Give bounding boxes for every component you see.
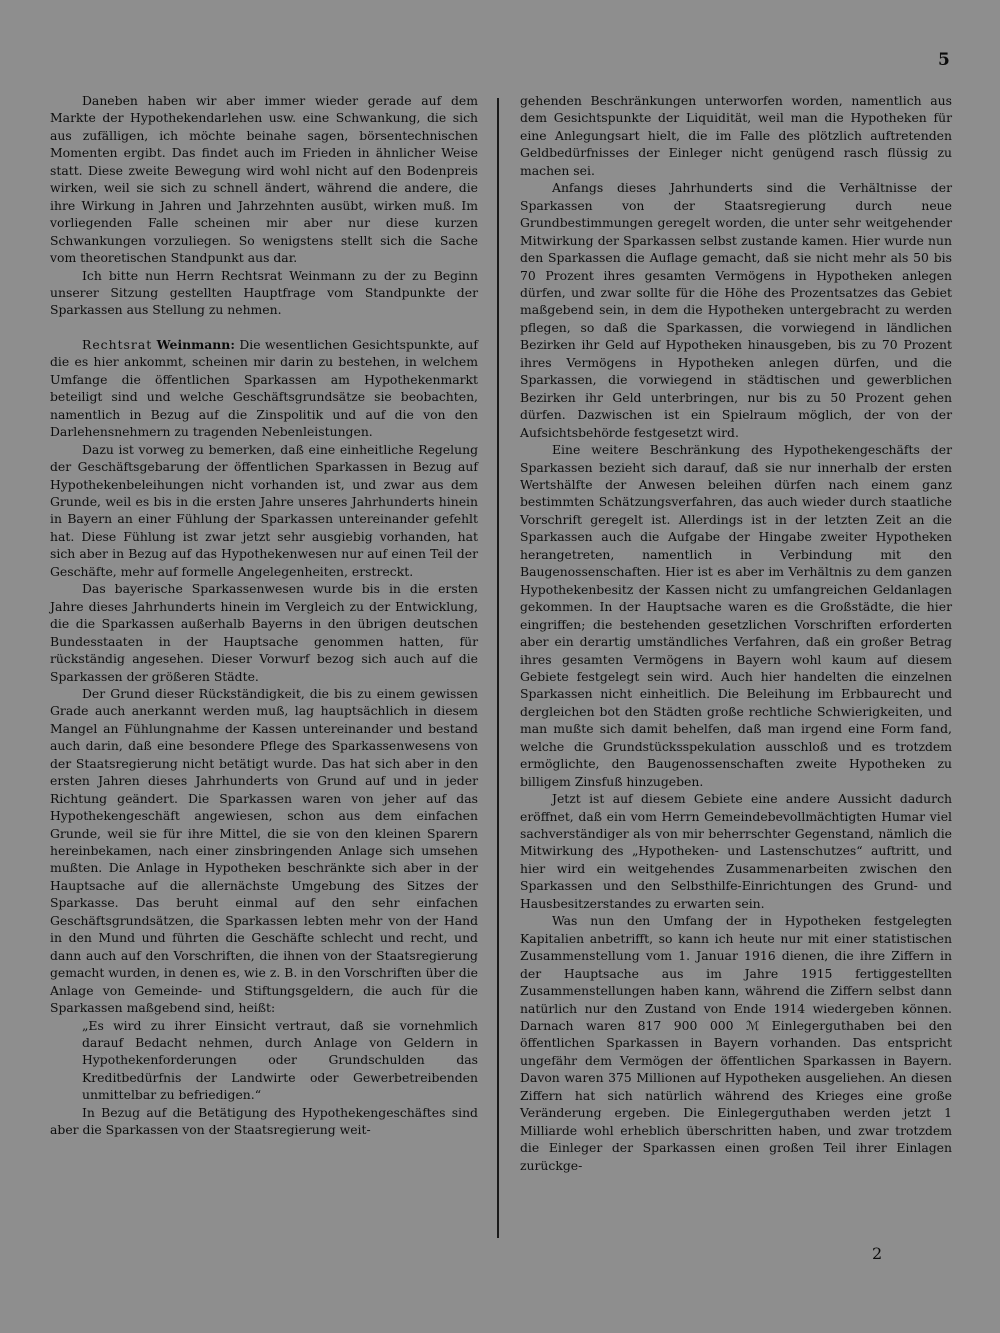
column-divider — [497, 98, 499, 1238]
paragraph: Jetzt ist auf diesem Gebiete eine andere Aussicht dadurch eröffnet, daß ein vom Herrn Gemeindebevollmächtigten Humar viel sachverständiger als von mir beherrschter Gegenstand, nämlich die Mitwirkung des „Hypotheken- und Lastenschutzes“ auftritt, und hier wird ein weitgehendes Zusammenarbeiten zwischen den Sparkassen und den Selbsthilfe-Einrichtungen des Grund- und Hausbesitzerstandes zu erwarten sein. — [520, 791, 952, 911]
left-column — [50, 92, 478, 1139]
signature-mark: 2 — [872, 1244, 883, 1263]
speaker-paragraph — [50, 336, 478, 441]
block-quote: „Es wird zu ihrer Einsicht vertraut, daß sie vornehmlich darauf Bedacht nehmen, durch Anlage von Geldern in Hypothekenforderungen oder Grundschulden das Kreditbedürfnis der Landwirte oder Gewerbetreibenden unmittelbar zu befriedigen.“ — [82, 1017, 478, 1103]
speaker-title: Rechtsrat — [82, 336, 153, 352]
paragraph: Eine weitere Beschränkung des Hypothekengeschäfts der Sparkassen bezieht sich darauf, daß sie nur innerhalb der ersten Wertshälfte der Anwesen beleihen dürfen nach einem ganz bestimmten Schätzungsverfahren, das auch wieder durch staatliche Vorschrift geregelt ist. Allerdings ist in der letzten Zeit an die Sparkassen auch die Aufgabe der Hingabe zweiter Hypotheken herangetreten, namentlich in Verbindung mit den Baugenossenschaften. Hier ist es aber im Verhältnis zu dem ganzen Hypothekenbesitz der Kassen nicht zu umfangreichen Geldanlagen gekommen. In der Hauptsache waren es die Großstädte, die hier eingriffen; die bestehenden gesetzlichen Vorschriften erforderten aber ein derartig umständliches Verfahren, daß ein großer Betrag ihres gesamten Vermögens in Bayern wohl kaum auf diesem Gebiete festgelegt sein wird. Auch hier handelten die einzelnen Sparkassen nicht einheitlich. Die Beleihung im Erbbaurecht und dergleichen bot den Städten große rechtliche Schwierigkeiten, und man mußte sich damit behelfen, daß man irgend eine Form fand, welche die Grundstücksspekulation ausschloß und es trotzdem ermöglichte, den Baugenossenschaften zweite Hypotheken zu billigem Zinsfuß hinzugeben. — [520, 442, 952, 789]
paragraph: Ich bitte nun Herrn Rechtsrat Weinmann zu der zu Beginn unserer Sitzung gestellten Hauptfrage vom Standpunkte der Sparkassen aus Stellung zu nehmen. — [50, 267, 478, 318]
paragraph: Das bayerische Sparkassenwesen wurde bis in die ersten Jahre dieses Jahrhunderts hinein im Vergleich zu der Entwicklung, die die Sparkassen außerhalb Bayerns in den übrigen deutschen Bundesstaaten in der Hauptsache genommen hatten, für rückständig angesehen. Dieser Vorwurf bezog sich auch auf die Sparkassen der größeren Städte. — [50, 581, 478, 684]
page-number: 5 — [938, 50, 950, 70]
paragraph: Dazu ist vorweg zu bemerken, daß eine einheitliche Regelung der Geschäftsgebarung der öffentlichen Sparkassen in Bezug auf Hypothekenbeleihungen nicht vorhanden ist, und zwar aus dem Grunde, weil es bis in die ersten Jahre unseres Jahrhunderts hinein in Bayern an einer Fühlung der Sparkassen untereinander gefehlt hat. Diese Fühlung ist zwar jetzt sehr ausgiebig vorhanden, hat sich aber in Bezug auf das Hypothekenwesen nur auf einen Teil der Geschäfte, mehr auf formelle Angelegenheiten, erstreckt. — [50, 441, 478, 579]
paragraph-text: Die wesentlichen Gesichtspunkte, auf die es hier ankommt, scheinen mir darin zu bestehen, in welchem Umfange die öffentlichen Sparkassen am Hypothekenmarkt beteiligt sind und welche Geschäftsgrundsätze sie beobachten, namentlich in Bezug auf die Zinspolitik und auf die von den Darlehensnehmern zu tragenden Nebenleistungen. — [50, 336, 478, 440]
paragraph: Der Grund dieser Rückständigkeit, die bis zu einem gewissen Grade auch anerkannt werden muß, lag hauptsächlich in diesem Mangel an Fühlungnahme der Kassen untereinander und bestand auch darin, daß eine besondere Pflege des Sparkassenwesens von der Staatsregierung nicht betätigt wurde. Das hat sich aber in den ersten Jahren dieses Jahrhunderts von Grund auf und in jeder Richtung geändert. Die Sparkassen waren von jeher auf das Hypothekengeschäft angewiesen, schon aus dem einfachen Grunde, weil sie für ihre Mittel, die sie von den kleinen Sparern hereinbekamen, nach einer zinsbringenden Anlage sich umsehen mußten. Die Anlage in Hypotheken beschränkte sich aber in der Hauptsache auf die allernächste Umgebung des Sitzes der Sparkasse. Das beruht einmal auf den sehr einfachen Geschäftsgrundsätzen, die Sparkassen lebten mehr von der Hand in den Mund und führten die Geschäfte schlecht und recht, und dann auch auf den Vorschriften, die ihnen von der Staatsregierung gemacht wurden, in denen es, wie z. B. in den Vorschriften über die Anlage von Gemeinde- und Stiftungsgeldern, die auch für die Sparkassen maßgebend sind, heißt: — [50, 685, 478, 1016]
paragraph: gehenden Beschränkungen unterworfen worden, namentlich aus dem Gesichtspunkte der Liquidität, weil man die Hypotheken für eine Anlegungsart hielt, die im Falle des plötzlich auftretenden Geldbedürfnisses der Einleger nicht genügend rasch flüssig zu machen sei. — [520, 93, 952, 178]
paragraph: In Bezug auf die Betätigung des Hypothekengeschäftes sind aber die Sparkassen von der Staatsregierung weit- — [50, 1104, 478, 1138]
paragraph: Was nun den Umfang der in Hypotheken festgelegten Kapitalien anbetrifft, so kann ich heute nur mit einer statistischen Zusammenstellung vom 1. Januar 1916 dienen, die ihre Ziffern in der Hauptsache aus im Jahre 1915 fertiggestellten Zusammenstellungen haben kann, während die Ziffern selbst dann natürlich nur den Zustand von Ende 1914 wiedergeben können. Darnach waren 817 900 000 ℳ Einlegerguthaben bei den öffentlichen Sparkassen in Bayern vorhanden. Das entspricht ungefähr dem Vermögen der öffentlichen Sparkassen in Bayern. Davon waren 375 Millionen auf Hypotheken ausgeliehen. An diesen Ziffern hat sich natürlich während des Krieges eine große Veränderung ergeben. Die Einlegerguthaben werden jetzt 1 Milliarde wohl erheblich überschritten haben, und zwar trotzdem die Einleger der Sparkassen einen großen Teil ihrer Einlagen zurückge- — [520, 913, 952, 1173]
right-column — [520, 92, 952, 1174]
speaker-name: Weinmann: — [156, 336, 235, 352]
paragraph: Daneben haben wir aber immer wieder gerade auf dem Markte der Hypothekendarlehen usw. eine Schwankung, die sich aus zufälligen, ich möchte beinahe sagen, börsentechnischen Momenten ergibt. Das findet auch im Frieden in ähnlicher Weise statt. Diese zweite Bewegung wird wohl nicht auf den Bodenpreis wirken, weil sie sich zu schnell ändert, während die andere, die ihre Wirkung in Jahren und Jahrzehnten ausübt, wirken muß. Im vorliegenden Falle scheinen mir aber nur diese kurzen Schwankungen vorzuliegen. So wenigstens stellt sich die Sache vom theoretischen Standpunkt aus dar. — [50, 93, 478, 266]
paragraph: Anfangs dieses Jahrhunderts sind die Verhältnisse der Sparkassen von der Staatsregierung durch neue Grundbestimmungen geregelt worden, die unter sehr weitgehender Mitwirkung der Sparkassen selbst zustande kamen. Hier wurde nun den Sparkassen die Auflage gemacht, daß sie nicht mehr als 50 bis 70 Prozent ihres gesamten Vermögens in Hypotheken anlegen dürfen, und zwar sollte für die Höhe des Prozentsatzes das Gebiet maßgebend sein, in dem die Hypotheken untergebracht zu werden pflegen, so daß die Sparkassen, die vorwiegend in ländlichen Bezirken ihr Geld auf Hypotheken hinausgeben, bis zu 70 Prozent ihres Vermögens in Hypotheken anlegen dürfen, und die Sparkassen, die vorwiegend in städtischen und gewerblichen Bezirken ihr Geld unterbringen, nur bis zu 50 Prozent gehen dürfen. Dazwischen ist ein Spielraum möglich, der von der Aufsichtsbehörde festgesetzt wird. — [520, 180, 952, 440]
